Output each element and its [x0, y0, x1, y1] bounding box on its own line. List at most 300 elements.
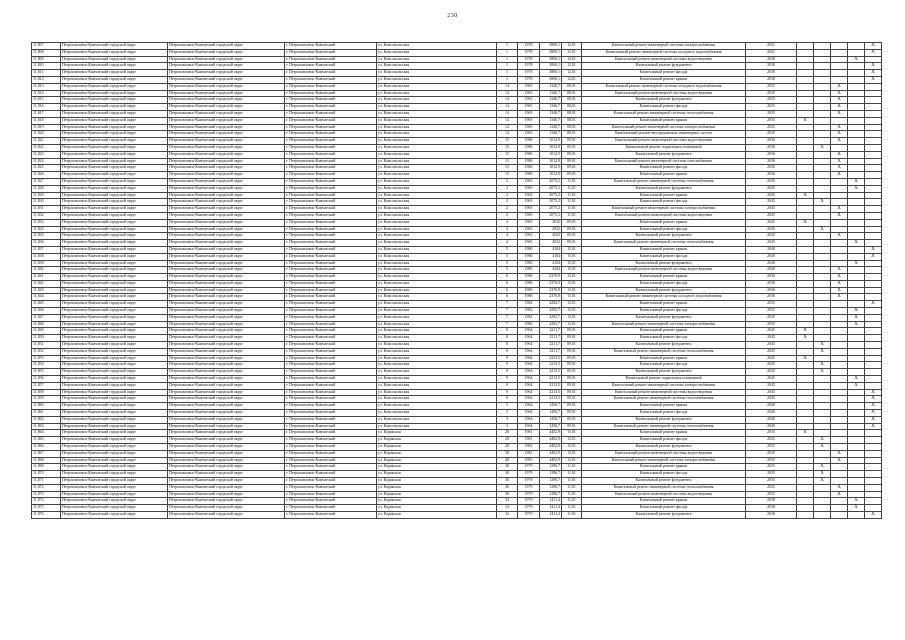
cell-settlement: г. Петропавловск-Камчатский [285, 138, 377, 145]
cell-m4 [848, 172, 865, 179]
cell-m5 [865, 274, 882, 281]
cell-term: 2038 [746, 511, 797, 518]
cell-street: ул. Комсомольская [377, 376, 497, 383]
cell-num: 11,850 [32, 335, 61, 342]
cell-num: 11,814 [32, 90, 61, 97]
table-row [32, 104, 882, 111]
cell-m1 [797, 423, 814, 430]
cell-area: 2211,7 [540, 342, 562, 349]
cell-settlement_district: Петропавловск-Камчатский городской округ [168, 342, 285, 349]
table-row [32, 464, 882, 471]
cell-settlement: г. Петропавловск-Камчатский [285, 131, 377, 138]
cell-months: 09,01 [562, 240, 582, 247]
cell-street: ул. Комсомольская [377, 287, 497, 294]
cell-municipality: Петропавловск-Камчатский городской округ [61, 328, 168, 335]
cell-m5 [865, 280, 882, 287]
cell-settlement_district: Петропавловск-Камчатский городской округ [168, 355, 285, 362]
cell-house: 34 [497, 498, 518, 505]
cell-m4 [848, 158, 865, 165]
cell-num: 11,824 [32, 158, 61, 165]
cell-settlement: г. Петропавловск-Камчатский [285, 144, 377, 151]
cell-term: 2035 [746, 83, 797, 90]
cell-work: Капитальный ремонт крыши [582, 219, 746, 226]
cell-work: Капитальный ремонт крыши [582, 246, 746, 253]
cell-m1 [797, 484, 814, 491]
cell-settlement: г. Петропавловск-Камчатский [285, 110, 377, 117]
cell-m4 [848, 110, 865, 117]
cell-m2 [814, 287, 831, 294]
cell-street: ул. Комсомольская [377, 185, 497, 192]
cell-area: 2213,5 [540, 396, 562, 403]
cell-work: Капитальный ремонт инженерной системы водоотведения [582, 267, 746, 274]
cell-months: 12,01 [562, 43, 582, 50]
cell-area: 1456,7 [540, 410, 562, 417]
cell-area: 4402,9 [540, 430, 562, 437]
cell-settlement: г. Петропавловск-Камчатский [285, 117, 377, 124]
cell-term: 2041 [746, 49, 797, 56]
cell-street: ул. Комсомольская [377, 348, 497, 355]
cell-m1 [797, 90, 814, 97]
cell-area: 2370,8 [540, 280, 562, 287]
cell-settlement: г. Петропавловск-Камчатский [285, 389, 377, 396]
cell-m4 [848, 511, 865, 518]
cell-area: 1346,7 [540, 110, 562, 117]
cell-m4 [848, 287, 865, 294]
cell-settlement_district: Петропавловск-Камчатский городской округ [168, 131, 285, 138]
cell-m4 [848, 76, 865, 83]
cell-num: 11,837 [32, 246, 61, 253]
cell-m3 [831, 301, 848, 308]
cell-m3: X [831, 83, 848, 90]
cell-term: 2035 [746, 444, 797, 451]
cell-term: 2036 [746, 158, 797, 165]
cell-m5 [865, 199, 882, 206]
cell-year: 1964 [518, 348, 540, 355]
cell-area: 1411,4 [540, 498, 562, 505]
cell-settlement: г. Петропавловск-Камчатский [285, 403, 377, 410]
cell-m4 [848, 83, 865, 90]
cell-municipality: Петропавловск-Камчатский городской округ [61, 505, 168, 512]
cell-street: ул. Комсомольская [377, 49, 497, 56]
table-row [32, 423, 882, 430]
cell-house: 1 [497, 76, 518, 83]
cell-months: 08,01 [562, 90, 582, 97]
cell-m4 [848, 294, 865, 301]
table-row [32, 294, 882, 301]
cell-municipality: Петропавловск-Камчатский городской округ [61, 355, 168, 362]
cell-work: Капитальный ремонт инженерной системы водоотведения [582, 389, 746, 396]
cell-m5 [865, 491, 882, 498]
cell-settlement: г. Петропавловск-Камчатский [285, 219, 377, 226]
cell-num: 11,870 [32, 471, 61, 478]
cell-street: ул. Комсомольская [377, 226, 497, 233]
cell-m4 [848, 90, 865, 97]
cell-street: ул. Комсомольская [377, 104, 497, 111]
cell-year: 1965 [518, 104, 540, 111]
cell-m3 [831, 410, 848, 417]
cell-settlement_district: Петропавловск-Камчатский городской округ [168, 498, 285, 505]
cell-house: 9 [497, 369, 518, 376]
cell-street: ул. Корякская [377, 484, 497, 491]
table-row [32, 376, 882, 383]
cell-m4 [848, 389, 865, 396]
cell-house: 7 [497, 308, 518, 315]
cell-street: ул. Комсомольская [377, 63, 497, 70]
cell-m3: X [831, 280, 848, 287]
table-row [32, 430, 882, 437]
cell-m5 [865, 185, 882, 192]
table-row [32, 219, 882, 226]
cell-m3 [831, 178, 848, 185]
cell-m2: X [814, 369, 831, 376]
cell-area: 2075,2 [540, 199, 562, 206]
cell-work: Капитальный ремонт крыши [582, 172, 746, 179]
cell-house: 3 [497, 416, 518, 423]
table-row [32, 63, 882, 70]
cell-settlement_district: Петропавловск-Камчатский городской округ [168, 226, 285, 233]
cell-settlement_district: Петропавловск-Камчатский городской округ [168, 335, 285, 342]
cell-term: 2035 [746, 314, 797, 321]
cell-m1 [797, 144, 814, 151]
cell-term: 2040 [746, 410, 797, 417]
cell-settlement: г. Петропавловск-Камчатский [285, 212, 377, 219]
cell-m3 [831, 314, 848, 321]
cell-work: Капитальный ремонт фундамента [582, 97, 746, 104]
cell-area: 4104 [540, 260, 562, 267]
cell-work: Капитальный ремонт фундамента [582, 233, 746, 240]
cell-m4 [848, 267, 865, 274]
cell-area: 4104 [540, 267, 562, 274]
cell-area: 4104 [540, 253, 562, 260]
cell-m5 [865, 226, 882, 233]
cell-m1 [797, 151, 814, 158]
cell-m1 [797, 464, 814, 471]
cell-settlement_district: Петропавловск-Камчатский городской округ [168, 484, 285, 491]
cell-m5 [865, 117, 882, 124]
cell-municipality: Петропавловск-Камчатский городской округ [61, 410, 168, 417]
cell-num: 11,818 [32, 117, 61, 124]
cell-m1 [797, 165, 814, 172]
cell-num: 11,823 [32, 151, 61, 158]
cell-settlement: г. Петропавловск-Камчатский [285, 321, 377, 328]
table-row [32, 124, 882, 131]
cell-municipality: Петропавловск-Камчатский городской округ [61, 382, 168, 389]
cell-m3 [831, 240, 848, 247]
cell-street: ул. Корякская [377, 471, 497, 478]
cell-months: 11,01 [562, 478, 582, 485]
cell-num: 11,849 [32, 328, 61, 335]
cell-settlement_district: Петропавловск-Камчатский городской округ [168, 43, 285, 50]
cell-m3 [831, 328, 848, 335]
cell-m5 [865, 165, 882, 172]
cell-term: 2036 [746, 138, 797, 145]
cell-work: Капитальный ремонт фасада [582, 335, 746, 342]
cell-settlement_district: Петропавловск-Камчатский городской округ [168, 151, 285, 158]
cell-area: 2213,5 [540, 376, 562, 383]
cell-year: 1980 [518, 260, 540, 267]
cell-municipality: Петропавловск-Камчатский городской округ [61, 478, 168, 485]
cell-street: ул. Комсомольская [377, 240, 497, 247]
table-row [32, 240, 882, 247]
cell-m2 [814, 301, 831, 308]
table-row [32, 410, 882, 417]
cell-m1: X [797, 335, 814, 342]
cell-house: 5 [497, 260, 518, 267]
cell-m2 [814, 416, 831, 423]
cell-area: 3806,1 [540, 49, 562, 56]
cell-m3 [831, 382, 848, 389]
cell-m5 [865, 450, 882, 457]
cell-months: 13,01 [562, 321, 582, 328]
cell-year: 1986 [518, 158, 540, 165]
cell-num: 11,827 [32, 178, 61, 185]
cell-settlement_district: Петропавловск-Камчатский городской округ [168, 267, 285, 274]
cell-settlement_district: Петропавловск-Камчатский городской округ [168, 144, 285, 151]
cell-settlement: г. Петропавловск-Камчатский [285, 511, 377, 518]
cell-m3: X [831, 212, 848, 219]
cell-settlement_district: Петропавловск-Камчатский городской округ [168, 416, 285, 423]
cell-work: Капитальный ремонт фасада [582, 199, 746, 206]
cell-work: Капитальный ремонт инженерной системы водоотведения [582, 90, 746, 97]
cell-m2 [814, 63, 831, 70]
cell-work: Капитальный ремонт фундамента [582, 342, 746, 349]
cell-year: 1965 [518, 185, 540, 192]
cell-m3 [831, 498, 848, 505]
cell-m2 [814, 410, 831, 417]
cell-m5: X [865, 63, 882, 70]
cell-term: 2045 [746, 389, 797, 396]
cell-m1: X [797, 192, 814, 199]
cell-num: 11,845 [32, 301, 61, 308]
cell-m3: X [831, 457, 848, 464]
cell-m4 [848, 144, 865, 151]
cell-term: 2040 [746, 253, 797, 260]
cell-area: 4292,7 [540, 314, 562, 321]
cell-year: 1982 [518, 308, 540, 315]
cell-settlement: г. Петропавловск-Камчатский [285, 70, 377, 77]
cell-house: 14 [497, 124, 518, 131]
cell-m2 [814, 158, 831, 165]
cell-settlement: г. Петропавловск-Камчатский [285, 104, 377, 111]
cell-street: ул. Комсомольская [377, 76, 497, 83]
cell-settlement: г. Петропавловск-Камчатский [285, 355, 377, 362]
cell-house: 5 [497, 253, 518, 260]
cell-m4 [848, 369, 865, 376]
cell-num: 11,867 [32, 450, 61, 457]
cell-settlement_district: Петропавловск-Камчатский городской округ [168, 97, 285, 104]
cell-m4 [848, 199, 865, 206]
cell-house: 30 [497, 464, 518, 471]
cell-m4 [848, 348, 865, 355]
table-row [32, 403, 882, 410]
cell-year: 1981 [518, 450, 540, 457]
table-row [32, 362, 882, 369]
cell-house: 14 [497, 90, 518, 97]
cell-street: ул. Комсомольская [377, 70, 497, 77]
cell-house: 14 [497, 117, 518, 124]
cell-settlement_district: Петропавловск-Камчатский городской округ [168, 280, 285, 287]
cell-num: 11,812 [32, 76, 61, 83]
cell-num: 11,842 [32, 280, 61, 287]
cell-work: Капитальный ремонт инженерной системы теплоснабжения [582, 396, 746, 403]
cell-m1 [797, 416, 814, 423]
cell-house: 4 [497, 226, 518, 233]
cell-months: 12,01 [562, 56, 582, 63]
cell-m5 [865, 178, 882, 185]
cell-street: ул. Комсомольская [377, 423, 497, 430]
table-row [32, 131, 882, 138]
cell-year: 1965 [518, 83, 540, 90]
cell-num: 11,839 [32, 260, 61, 267]
cell-m4 [848, 430, 865, 437]
cell-year: 1964 [518, 376, 540, 383]
table-row [32, 335, 882, 342]
cell-house: 28 [497, 450, 518, 457]
cell-year: 1986 [518, 165, 540, 172]
cell-area: 1346,7 [540, 97, 562, 104]
cell-year: 1964 [518, 416, 540, 423]
cell-m3 [831, 199, 848, 206]
cell-months: 11,01 [562, 192, 582, 199]
cell-months: 09,01 [562, 226, 582, 233]
cell-m5 [865, 206, 882, 213]
cell-municipality: Петропавловск-Камчатский городской округ [61, 138, 168, 145]
cell-year: 1986 [518, 287, 540, 294]
cell-settlement_district: Петропавловск-Камчатский городской округ [168, 511, 285, 518]
cell-months: 08,01 [562, 104, 582, 111]
cell-num: 11,868 [32, 457, 61, 464]
cell-municipality: Петропавловск-Камчатский городской округ [61, 471, 168, 478]
cell-settlement: г. Петропавловск-Камчатский [285, 56, 377, 63]
cell-m1 [797, 70, 814, 77]
cell-settlement: г. Петропавловск-Камчатский [285, 335, 377, 342]
cell-municipality: Петропавловск-Камчатский городской округ [61, 376, 168, 383]
table-row [32, 76, 882, 83]
cell-m3 [831, 43, 848, 50]
cell-house: 15 [497, 172, 518, 179]
cell-m4 [848, 362, 865, 369]
cell-year: 1980 [518, 267, 540, 274]
cell-term: 2035 [746, 457, 797, 464]
cell-m2 [814, 117, 831, 124]
cell-area: 2211,7 [540, 335, 562, 342]
cell-num: 11,869 [32, 464, 61, 471]
cell-m3: X [831, 172, 848, 179]
cell-m3: X [831, 484, 848, 491]
cell-settlement: г. Петропавловск-Камчатский [285, 376, 377, 383]
cell-year: 1978 [518, 56, 540, 63]
cell-municipality: Петропавловск-Камчатский городской округ [61, 199, 168, 206]
cell-m3 [831, 117, 848, 124]
cell-work: Капитальный ремонт крыши [582, 328, 746, 335]
cell-m5: X [865, 49, 882, 56]
cell-term: 2036 [746, 172, 797, 179]
cell-area: 4402,9 [540, 457, 562, 464]
cell-year: 1964 [518, 423, 540, 430]
cell-m3: X [831, 138, 848, 145]
cell-year: 1965 [518, 90, 540, 97]
cell-m1 [797, 212, 814, 219]
cell-m1 [797, 56, 814, 63]
cell-term: 2038 [746, 63, 797, 70]
cell-num: 11,854 [32, 362, 61, 369]
cell-settlement_district: Петропавловск-Камчатский городской округ [168, 301, 285, 308]
cell-year: 1986 [518, 274, 540, 281]
cell-m2 [814, 423, 831, 430]
cell-num: 11,876 [32, 511, 61, 518]
cell-settlement_district: Петропавловск-Камчатский городской округ [168, 376, 285, 383]
cell-year: 1964 [518, 396, 540, 403]
cell-term: 2035 [746, 464, 797, 471]
cell-settlement_district: Петропавловск-Камчатский городской округ [168, 212, 285, 219]
cell-term: 2040 [746, 416, 797, 423]
cell-municipality: Петропавловск-Камчатский городской округ [61, 151, 168, 158]
cell-months: 09,01 [562, 423, 582, 430]
cell-year: 1965 [518, 233, 540, 240]
cell-m4 [848, 484, 865, 491]
cell-m3 [831, 389, 848, 396]
cell-m3: X [831, 450, 848, 457]
cell-m1 [797, 240, 814, 247]
cell-municipality: Петропавловск-Камчатский городской округ [61, 97, 168, 104]
cell-municipality: Петропавловск-Камчатский городской округ [61, 457, 168, 464]
cell-municipality: Петропавловск-Камчатский городской округ [61, 233, 168, 240]
cell-months: 09,01 [562, 403, 582, 410]
cell-m3 [831, 396, 848, 403]
cell-house: 3 [497, 423, 518, 430]
cell-m5 [865, 342, 882, 349]
cell-street: ул. Комсомольская [377, 314, 497, 321]
cell-area: 2032 [540, 240, 562, 247]
cell-year: 1964 [518, 355, 540, 362]
cell-area: 2213,5 [540, 362, 562, 369]
cell-street: ул. Комсомольская [377, 138, 497, 145]
cell-m2 [814, 491, 831, 498]
cell-street: ул. Комсомольская [377, 355, 497, 362]
cell-months: 09,01 [562, 151, 582, 158]
cell-m5 [865, 444, 882, 451]
cell-house: 28 [497, 444, 518, 451]
cell-work: Капитальный ремонт инженерной системы водоотведения [582, 212, 746, 219]
table-row [32, 478, 882, 485]
cell-num: 11,808 [32, 49, 61, 56]
cell-m5: X [865, 70, 882, 77]
cell-term: 2036 [746, 294, 797, 301]
cell-m2 [814, 267, 831, 274]
cell-settlement_district: Петропавловск-Камчатский городской округ [168, 219, 285, 226]
cell-m4 [848, 335, 865, 342]
cell-months: 13,01 [562, 287, 582, 294]
cell-months: 13,01 [562, 450, 582, 457]
cell-street: ул. Комсомольская [377, 274, 497, 281]
cell-months: 09,01 [562, 144, 582, 151]
cell-months: 11,01 [562, 185, 582, 192]
cell-num: 11,866 [32, 444, 61, 451]
cell-area: 2032 [540, 233, 562, 240]
cell-m2: X [814, 342, 831, 349]
cell-settlement: г. Петропавловск-Камчатский [285, 233, 377, 240]
cell-m3 [831, 423, 848, 430]
cell-num: 11,829 [32, 192, 61, 199]
cell-term: 2045 [746, 192, 797, 199]
cell-num: 11,810 [32, 63, 61, 70]
cell-street: ул. Комсомольская [377, 206, 497, 213]
cell-house: 6 [497, 287, 518, 294]
cell-m3 [831, 226, 848, 233]
cell-year: 1979 [518, 498, 540, 505]
cell-work: Капитальный ремонт инженерной системы газоснабжения [582, 158, 746, 165]
cell-months: 09,01 [562, 382, 582, 389]
